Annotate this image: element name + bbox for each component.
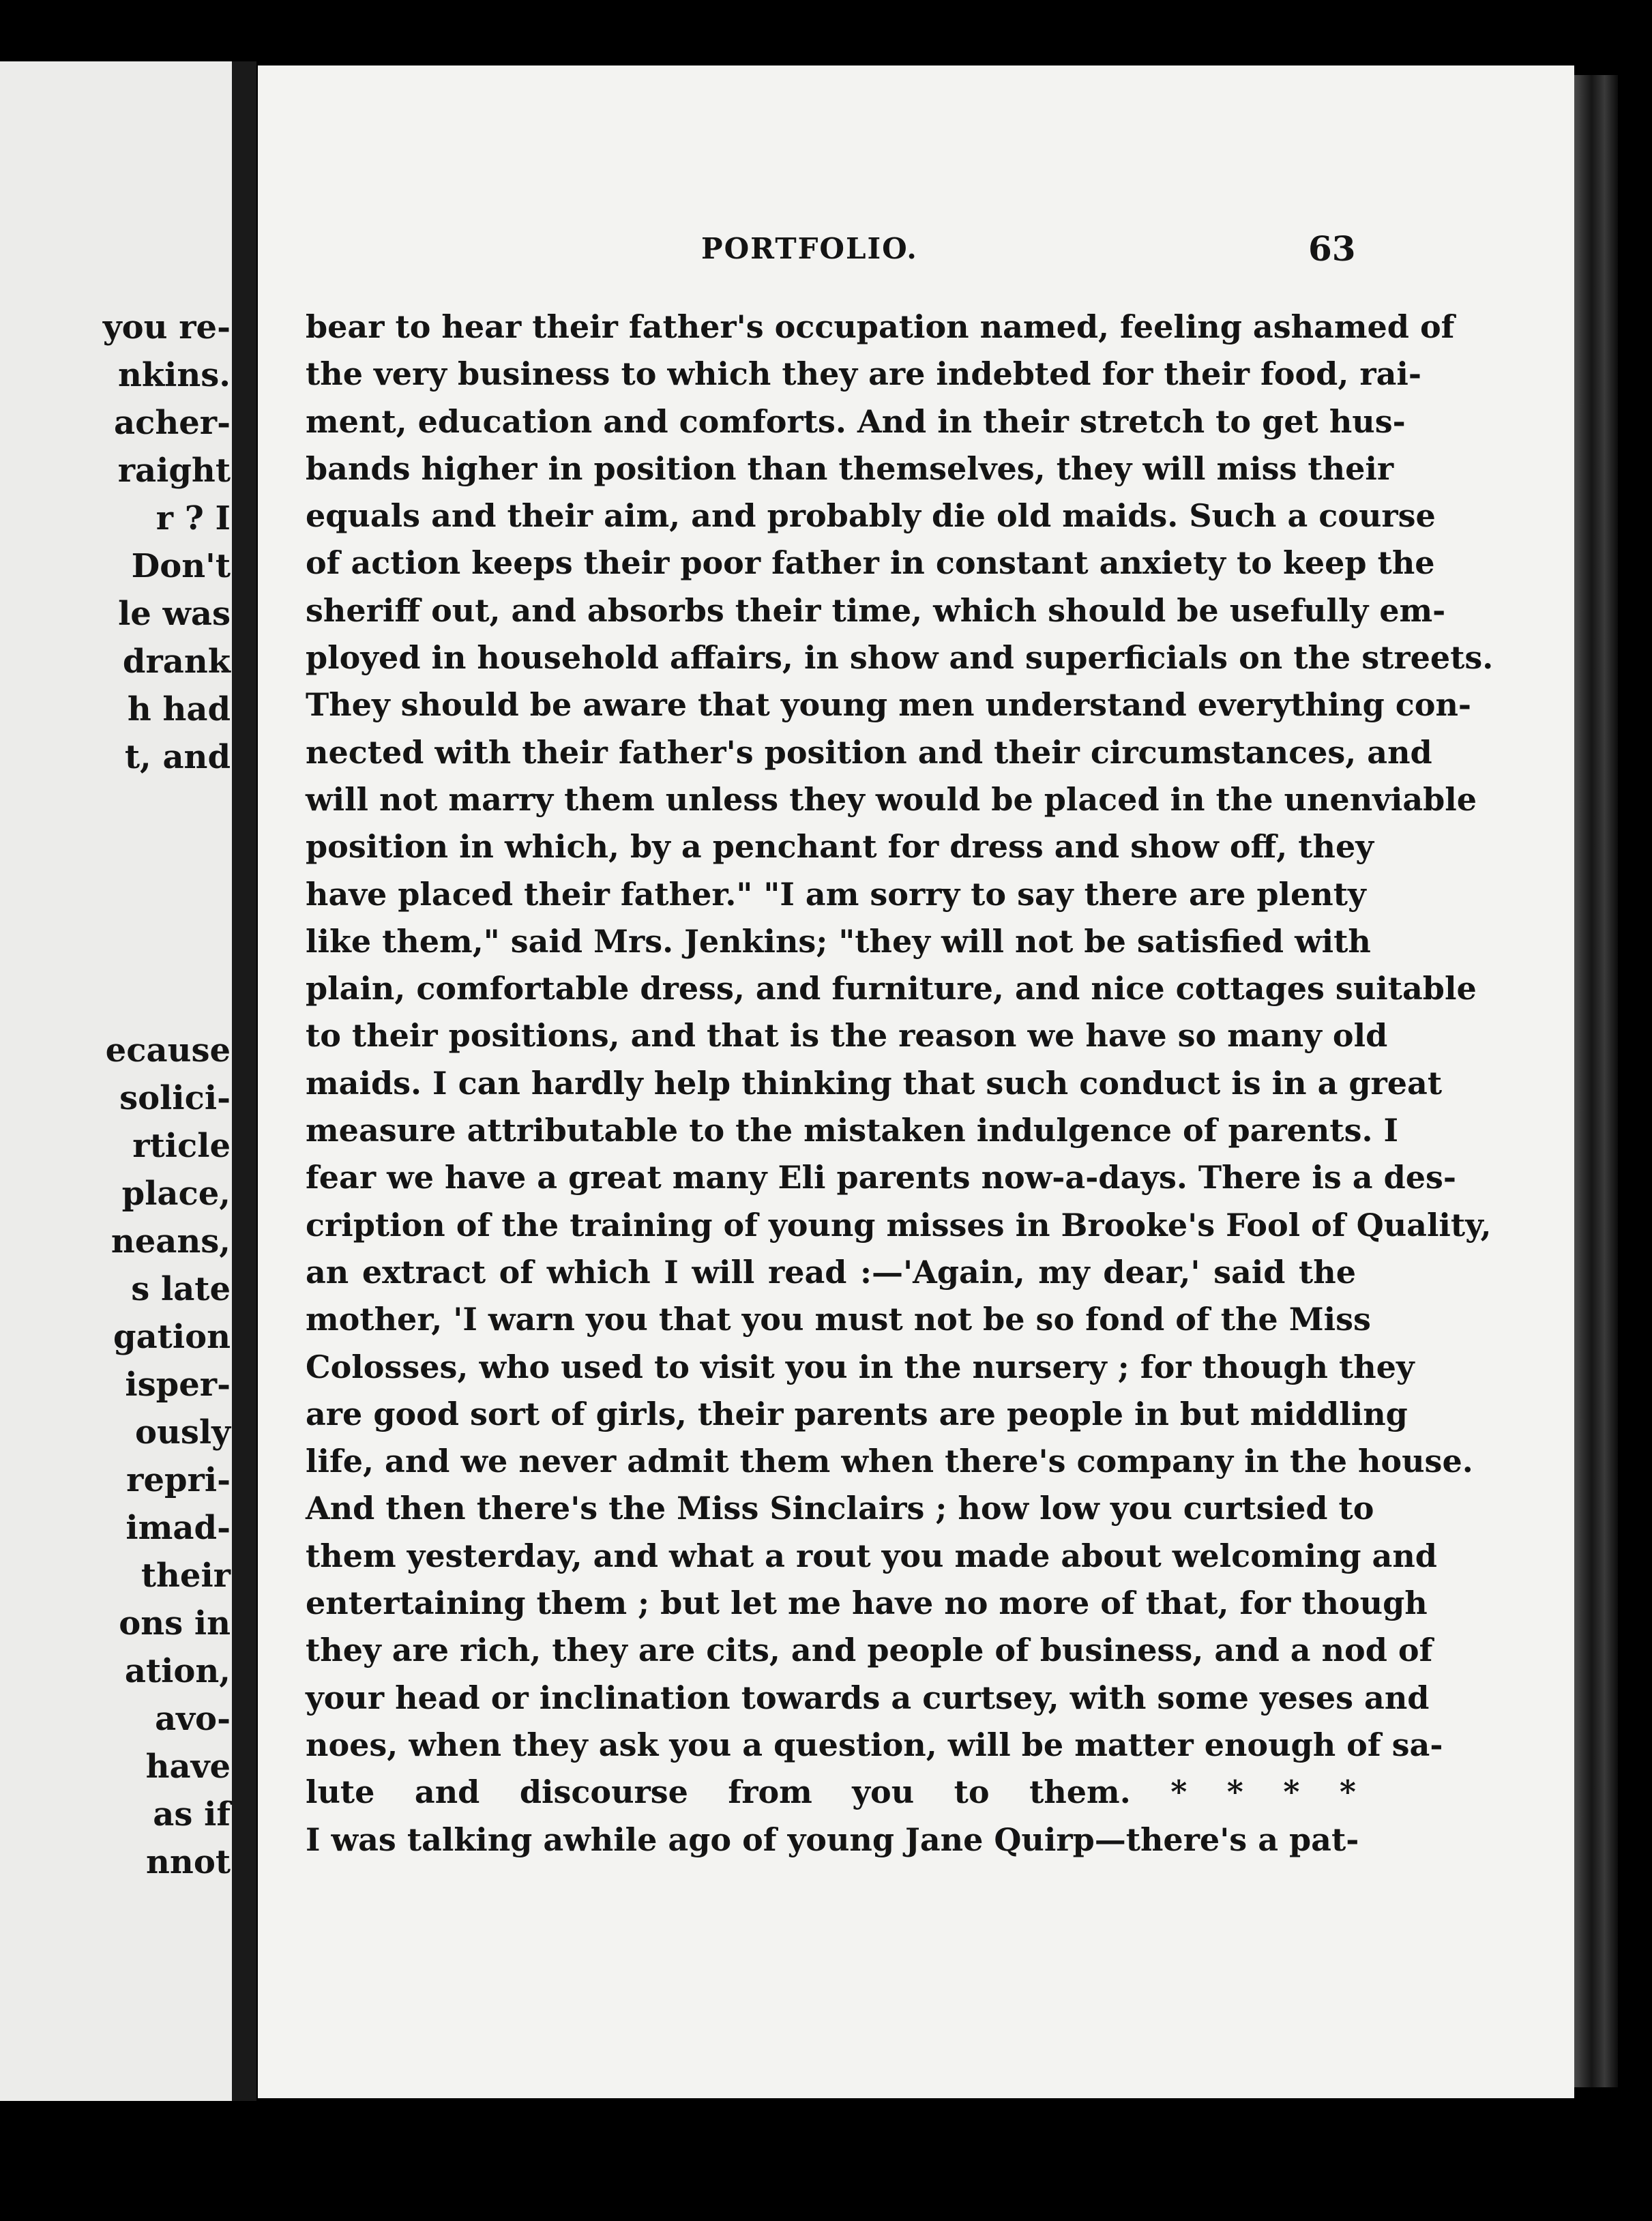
text-line: of action keeps their poor father in constant anxiety to keep the [306,544,1435,582]
left-text-fragment: imad- [126,1509,231,1547]
text-line: like them," said Mrs. Jenkins; "they will not be satisfied with [306,922,1371,960]
text-line: entertaining them ; but let me have no more of that, for though [306,1585,1428,1622]
left-text-fragment: s late [131,1270,231,1308]
left-text-fragment: gation [113,1318,231,1356]
left-text-fragment: you re- [102,308,231,347]
text-line: They should be aware that young men understand everything con- [306,686,1471,724]
text-line: bands higher in position than themselves, they will miss their [306,450,1394,487]
left-text-fragment: le was [118,595,231,633]
text-line: cription of the training of young misses in Brooke's Fool of Quality, [306,1206,1492,1244]
text-line: the very business to which they are indebted for their food, rai- [306,355,1421,393]
left-text-fragment: drank [122,643,231,681]
text-line: bear to hear their father's occupation named, feeling ashamed of [306,308,1455,345]
text-line: lute and discourse from you to them. * * * * [306,1774,1356,1811]
left-text-fragment: as if [153,1795,231,1834]
text-line: an extract of which I will read :—'Again, my dear,' said the [306,1253,1356,1291]
left-text-fragment: acher- [114,404,231,442]
text-line: to their positions, and that is the reason we have so many old [306,1017,1388,1055]
text-line: are good sort of girls, their parents are people in but middling [306,1395,1408,1432]
text-line: your head or inclination towards a curtsey, with some yeses and [306,1679,1430,1716]
text-line: ployed in household affairs, in show and superficials on the streets. [306,639,1494,677]
left-text-fragment: avo- [155,1700,231,1738]
text-line: measure attributable to the mistaken indulgence of parents. I [306,1112,1399,1149]
left-text-fragment: ons in [119,1604,231,1643]
previous-page-fragment [0,61,236,2101]
text-line: plain, comfortable dress, and furniture, and nice cottages suitable [306,970,1477,1007]
left-text-fragment: t, and [124,738,231,776]
text-line: Colosses, who used to visit you in the nursery ; for though they [306,1348,1415,1385]
page-number: 63 [1308,229,1356,269]
text-line: life, and we never admit them when there's company in the house. [306,1443,1473,1480]
left-text-fragment: r ? I [156,499,231,538]
text-line: ment, education and comforts. And in their stretch to get hus- [306,402,1406,440]
left-text-fragment: Don't [131,547,231,585]
text-line: equals and their aim, and probably die old maids. Such a course [306,497,1436,535]
text-line: nected with their father's position and their circumstances, and [306,733,1432,771]
left-text-fragment: ation, [124,1652,231,1690]
text-line: mother, 'I warn you that you must not be so fond of the Miss [306,1301,1371,1338]
text-line: noes, when they ask you a question, will be matter enough of sa- [306,1726,1443,1763]
left-text-fragment: ously [134,1413,231,1452]
body-text [306,304,1494,1864]
text-line: And then there's the Miss Sinclairs ; how low you curtsied to [306,1490,1374,1527]
left-text-fragment: h had [127,690,231,729]
left-text-fragment: ecause [105,1031,231,1070]
text-line: sheriff out, and absorbs their time, which should be usefully em- [306,591,1446,629]
text-line: I was talking awhile ago of young Jane Quirp—there's a pat- [306,1821,1359,1858]
text-line: position in which, by a penchant for dress and show off, they [306,828,1374,866]
left-text-fragment: repri- [126,1461,231,1499]
text-line: fear we have a great many Eli parents now-a-days. There is a des- [306,1159,1456,1196]
left-text-fragment: rticle [132,1127,231,1165]
left-text-fragment: place, [121,1175,231,1213]
left-text-fragment: raight [117,452,231,490]
text-line: have placed their father." "I am sorry to say there are plenty [306,875,1366,913]
text-line: them yesterday, and what a rout you made about welcoming and [306,1537,1437,1574]
left-text-fragment: isper- [125,1366,231,1404]
running-header-title: PORTFOLIO. [701,232,918,265]
left-text-fragment: their [141,1557,231,1595]
text-line: they are rich, they are cits, and people of business, and a nod of [306,1632,1433,1669]
text-line: will not marry them unless they would be placed in the unenviable [306,780,1477,818]
left-text-fragment: neans, [110,1222,231,1261]
book-gutter [236,61,256,2101]
left-text-fragment: solici- [119,1079,231,1117]
left-text-fragment: nkins. [117,356,231,394]
page-edge-shadow [1574,75,1618,2087]
text-line: maids. I can hardly help thinking that such conduct is in a great [306,1064,1443,1102]
left-text-fragment: have [145,1748,231,1786]
left-text-fragment: nnot [146,1843,231,1881]
